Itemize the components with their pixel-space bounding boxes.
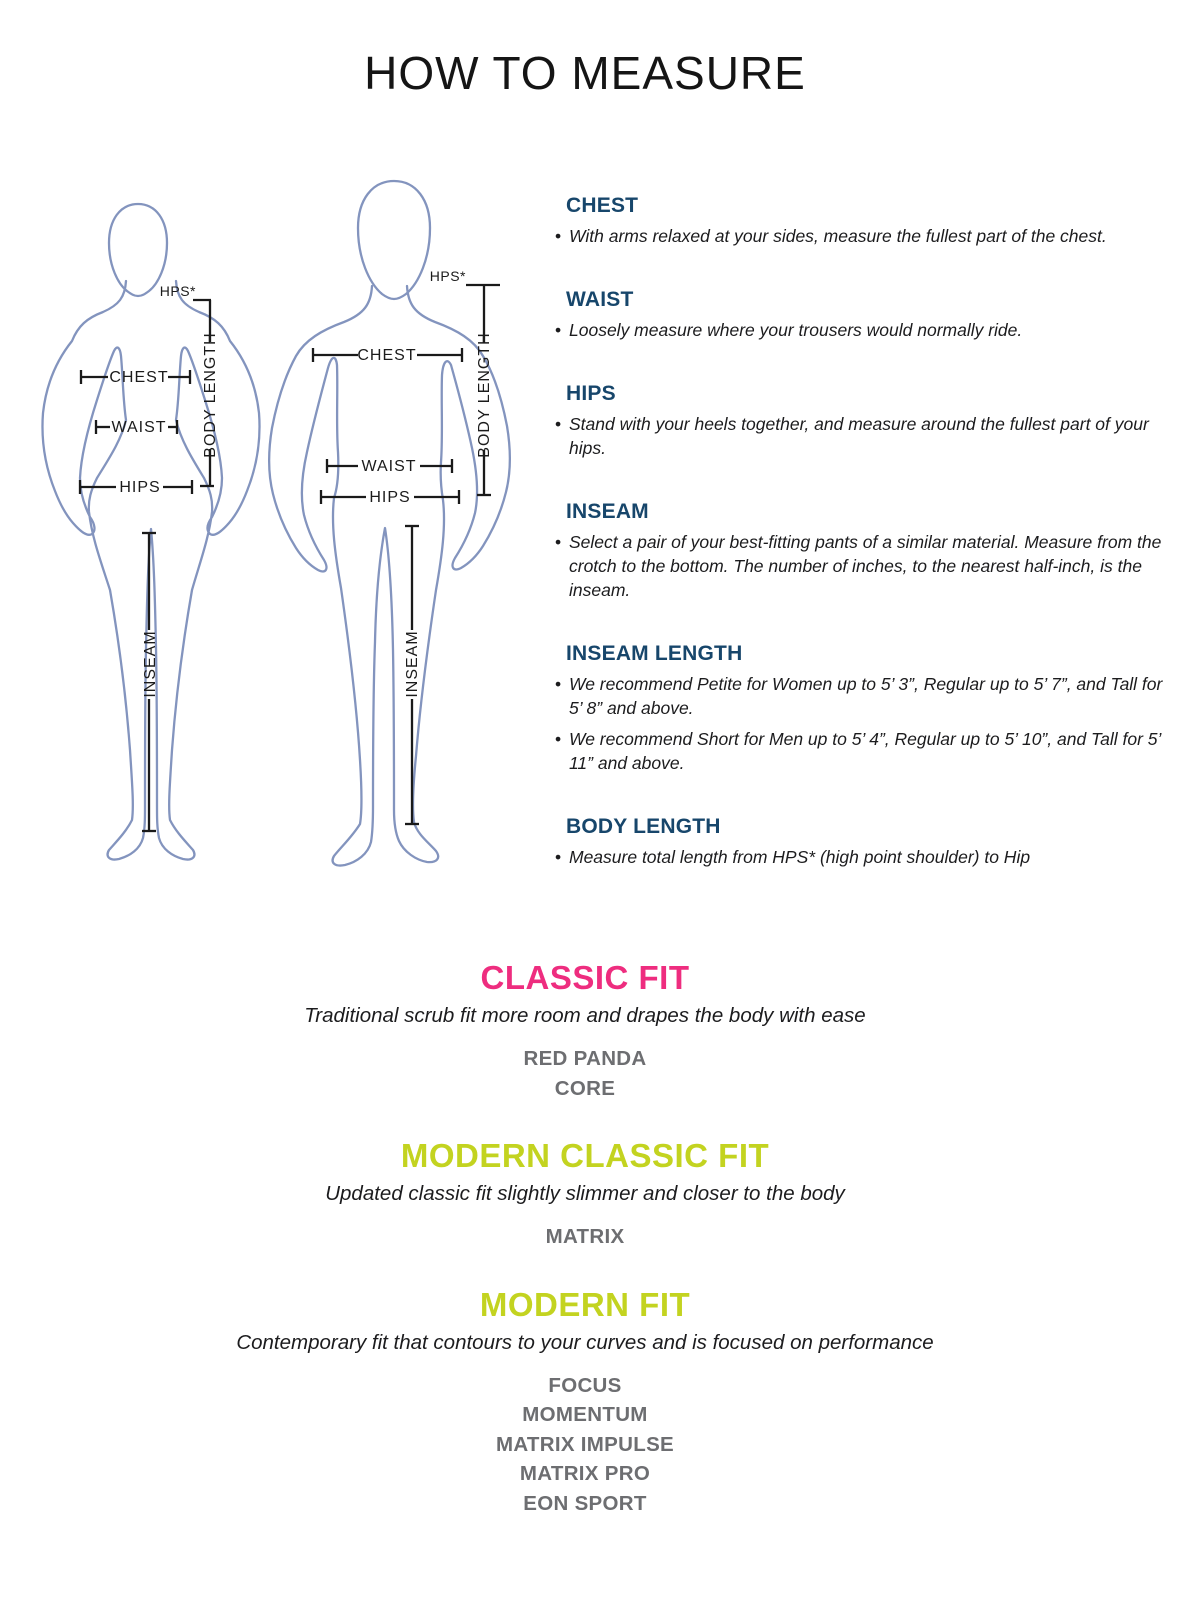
page-title: HOW TO MEASURE (364, 47, 806, 99)
product-name: MATRIX (545, 1225, 625, 1248)
section-inseam-length (554, 641, 1168, 775)
section-bullet: • Select a pair of your best-fitting pants of a similar material. Measure from the crotch to the bottom. The number of inches, to the nearest half-inch, is the inseam. (554, 530, 1168, 602)
section-heading: HIPS (566, 382, 616, 405)
product-name: CORE (554, 1076, 616, 1100)
fit-products (0, 1222, 1170, 1252)
section-bullet: • We recommend Short for Men up to 5’ 4”, Regular up to 5’ 10”, and Tall for 5’ 11” and above. (554, 727, 1168, 775)
section-heading: WAIST (566, 288, 634, 311)
product-name: MATRIX PRO (519, 1462, 651, 1485)
women-body-length-label: BODY LENGTH (202, 332, 219, 458)
section-bullet: • Measure total length from HPS* (high point shoulder) to Hip (554, 845, 1168, 869)
fit-name: MODERN FIT (479, 1285, 691, 1323)
fit-modern (0, 1286, 1170, 1519)
product-name: RED PANDA (523, 1047, 647, 1070)
measurement-diagram (0, 150, 560, 900)
fit-products (0, 1044, 1170, 1103)
fit-description: Traditional scrub fit more room and drapes the body with ease (304, 1004, 866, 1027)
section-chest (554, 193, 1168, 248)
fit-description: Updated classic fit slightly slimmer and closer to the body (325, 1182, 845, 1205)
men-figure-head (358, 181, 430, 299)
section-inseam (554, 499, 1168, 602)
section-heading: CHEST (566, 194, 639, 217)
men-hps-label: HPS* (429, 268, 466, 284)
fit-classic (0, 959, 1170, 1103)
product-name: FOCUS (548, 1373, 622, 1397)
section-heading: BODY LENGTH (566, 815, 721, 838)
fit-products (0, 1371, 1170, 1519)
section-bullet: • Stand with your heels together, and measure around the fullest part of your hips. (554, 412, 1168, 460)
men-chest-label: CHEST (357, 347, 417, 364)
fit-name: CLASSIC FIT (480, 959, 690, 996)
women-hips-label: HIPS (119, 479, 161, 496)
fit-description: Contemporary fit that contours to your curves and is focused on performance (236, 1330, 934, 1354)
women-hps-label: HPS* (159, 283, 196, 299)
men-waist-label: WAIST (361, 458, 417, 475)
women-figure-head (109, 204, 167, 296)
instruction-sections (554, 193, 1168, 908)
section-waist (554, 287, 1168, 342)
men-inseam-label: INSEAM (404, 630, 421, 698)
men-body-length-label: BODY LENGTH (476, 332, 493, 458)
section-body-length (554, 814, 1168, 869)
section-bullet: • Loosely measure where your trousers would normally ride. (554, 318, 1168, 342)
women-figure-body (43, 281, 260, 860)
men-figure-body (269, 286, 510, 866)
men-hips-label: HIPS (369, 489, 411, 506)
section-bullet: • With arms relaxed at your sides, measure the fullest part of the chest. (554, 224, 1168, 248)
product-name: EON SPORT (523, 1491, 647, 1515)
section-heading: INSEAM LENGTH (566, 642, 743, 665)
product-name: MOMENTUM (522, 1403, 648, 1426)
product-name: MATRIX IMPULSE (495, 1432, 675, 1456)
section-hips (554, 381, 1168, 460)
fit-modern-classic (0, 1137, 1170, 1252)
women-chest-label: CHEST (109, 369, 169, 386)
women-inseam-label: INSEAM (142, 630, 159, 698)
women-waist-label: WAIST (111, 419, 167, 436)
section-bullet: • We recommend Petite for Women up to 5’ 3”, Regular up to 5’ 7”, and Tall for 5’ 8” and above. (554, 672, 1168, 720)
fit-name: MODERN CLASSIC FIT (400, 1137, 770, 1174)
section-heading: INSEAM (566, 500, 649, 523)
fit-groups (0, 959, 1170, 1552)
